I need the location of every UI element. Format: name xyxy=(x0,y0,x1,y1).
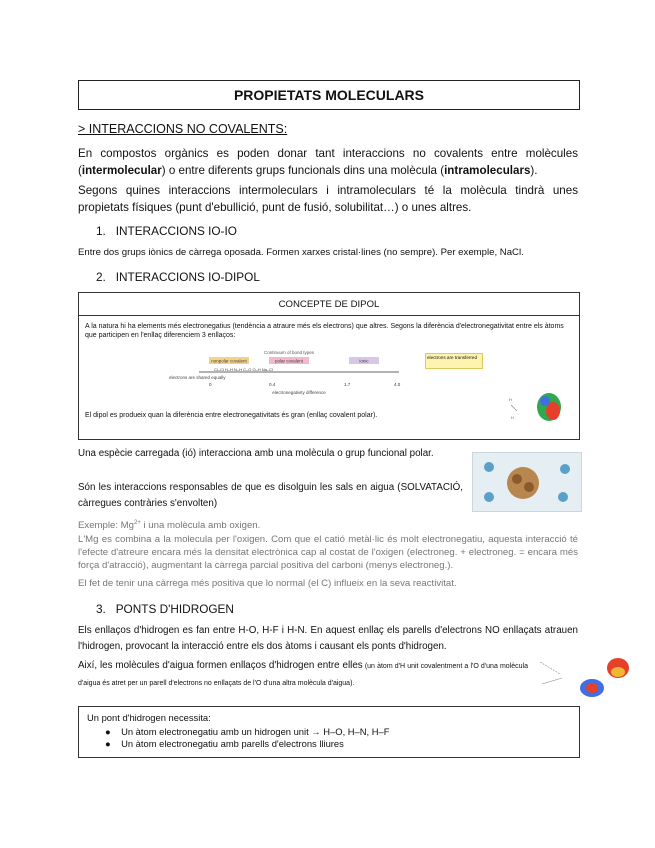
dipole-box-text-2: El dipol es produeix quan la diferència entre electronegativitats és gran (enllaç covalent polar). xyxy=(85,412,378,419)
electron-transfer-note: electrons are transferred xyxy=(425,353,483,369)
nonpolar-label: nonpolar covalent xyxy=(211,358,247,364)
dipole-box-text-1: A la natura hi ha elements més electronegatius (tendència a atraure més els electrons) que altres. Segons la diferència d'electronegativitat entre els àtoms que participen en l'enllaç diferenciem 3 enllaços: xyxy=(85,323,564,339)
heading-hydrogen-bonds: 3. PONTS D'HIDROGEN xyxy=(96,602,234,616)
intro-paragraph-2: Segons quines interaccions intermoleculars i intramoleculars té la molècula tindrà unes propietats físiques (punt d'ebullició, punt de fusió, solubilitat…) o unes altres. xyxy=(78,184,578,214)
svg-text:H: H xyxy=(509,397,512,402)
intro-paragraph-1: En compostos orgànics es poden donar tant interaccions no covalents entre molècules (intermolecular) o entre diferents grups funcionals dins una molècula (intramoleculars). xyxy=(78,147,578,177)
hydrogen-bond-requirements-box xyxy=(78,706,580,758)
dipole-concept-box xyxy=(78,292,580,440)
hydrogen-bond-paragraph-2: Així, les molècules d'aigua formen enllaços d'hidrogen entre elles (un àtom d'H unit covalentment a l'O d'una molècula d'aigua és atret per un parell d'electrons no enllaçats de l'O d'una altra molècula d'aigua). xyxy=(78,660,528,687)
ionic-label: ionic xyxy=(359,358,369,364)
svg-text:H: H xyxy=(511,415,514,420)
water-hydrogen-bond-image xyxy=(532,654,632,700)
ion-ion-text: Entre dos grups iònics de càrrega oposada. Formen xarxes cristal·lines (no sempre). Per exemple, NaCl. xyxy=(78,247,524,258)
tick-3: 4.0 xyxy=(394,382,401,387)
hydrogen-bond-paragraph-1: Els enllaços d'hidrogen es fan entre H-O, H-F i H-N. En aquest enllaç els parells d'electrons NO enllaçats atrauen l'hidrogen, provocant la interacció entre els dos àtoms i causant els ponts d'hidrogen. xyxy=(78,625,578,652)
dipole-box-title: CONCEPTE DE DIPOL xyxy=(79,293,579,316)
dipole-molecule-image xyxy=(507,389,567,425)
shared-label: electrons are shared equally xyxy=(169,375,226,380)
heading-ion-ion: 1. INTERACCIONS IO-IO xyxy=(96,224,237,238)
tick-0: 0 xyxy=(209,382,212,387)
ion-dipole-paragraph-1: Una espècie carregada (ió) interacciona amb una molècula o grup funcional polar. xyxy=(78,448,434,459)
polar-label: polar covalent xyxy=(274,358,304,364)
hbond-bullet-2: ● Un àtom electronegatiu amb parells d'electrons lliures xyxy=(105,738,344,749)
hbond-bullet-1: ● Un àtom electronegatiu amb un hidrogen unit → H–O, H–N, H–F xyxy=(105,726,390,737)
hbond-box-intro: Un pont d'hidrogen necessita: xyxy=(87,712,211,723)
heading-ion-dipole: 2. INTERACCIONS IO-DIPOL xyxy=(96,270,260,284)
bond-continuum-diagram xyxy=(169,347,429,397)
example-text: L'Mg es combina a la molecula per l'oxigen. Com que el catió metàl·lic és molt electronegatiu, aquesta interacció té l'efecte d'atreure encara més la densitat electrònica cap al costat de l'oxigen (electroneg. + electroneg. = encara més força d'atracció), augmentant la càrrega parcial positiva del carboni (menys electroneg.). xyxy=(78,534,578,571)
example-text-2: El fet de tenir una càrrega més positiva que lo normal (el C) influeix en la seva reactivitat. xyxy=(78,578,457,589)
axis-label: electronegativity difference xyxy=(272,390,326,395)
page-title: PROPIETATS MOLECULARS xyxy=(78,80,580,110)
continuum-title: Continuum of bond types xyxy=(263,350,315,355)
solvation-image xyxy=(472,452,582,512)
section-heading: > INTERACCIONS NO COVALENTS: xyxy=(78,122,288,136)
example-label: Exemple: $Mg^{2+}$ i una molècula amb oxigen. xyxy=(78,520,261,532)
tick-2: 1.7 xyxy=(344,382,351,387)
ion-dipole-paragraph-2: Són les interaccions responsables de que es disolguin les sals en aigua (SOLVATACIÓ, càrregues contràries s'envolten) xyxy=(78,482,463,509)
tick-1: 0.4 xyxy=(269,382,276,387)
axis-pattern: Cl–Cl H–H N–H C–O O–H Na–Cl xyxy=(214,367,273,372)
